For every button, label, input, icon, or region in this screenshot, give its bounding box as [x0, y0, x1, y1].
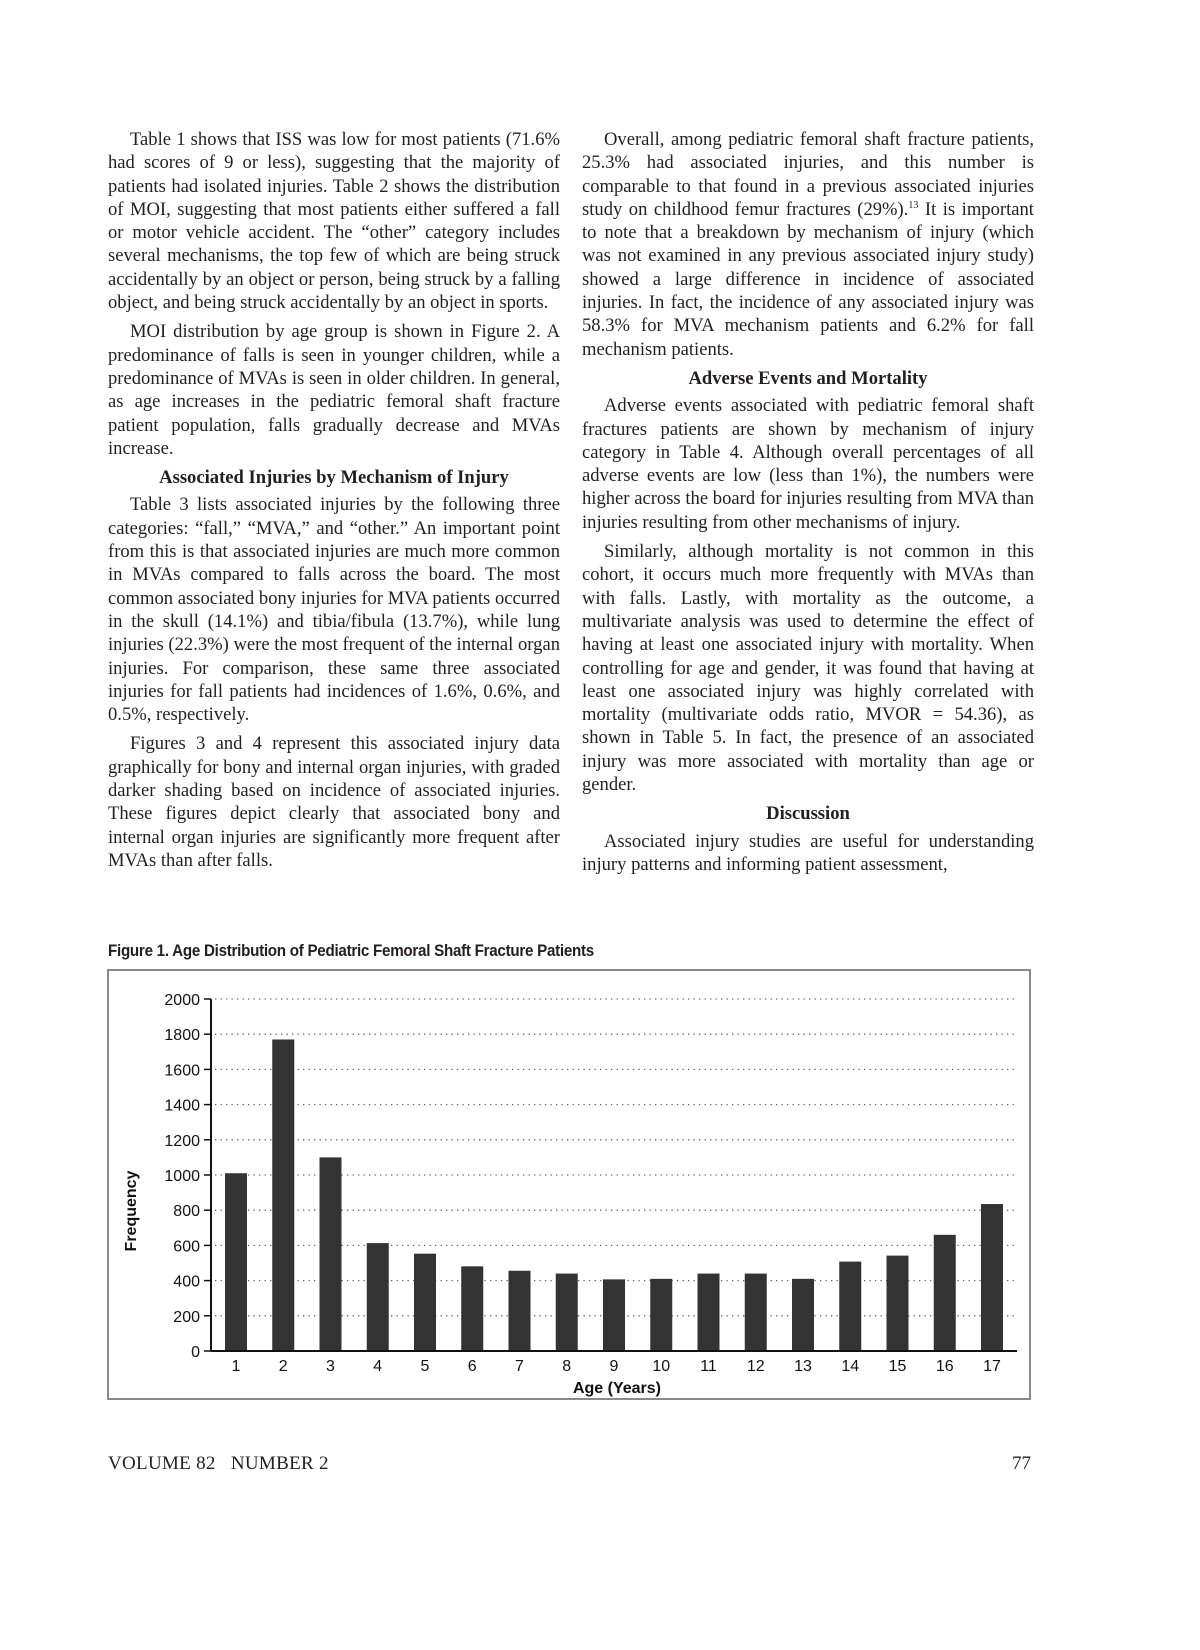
bar-age-2	[272, 1039, 294, 1351]
paragraph-text: Overall, among pediatric femoral shaft fracture patients, 25.3% had associated injuries, and this number is comparable to that found in a previous associated injuries study on childhood femur fractures (29%).	[582, 129, 1034, 220]
y-tick-label: 1000	[164, 1168, 200, 1185]
citation-ref: 13	[908, 199, 919, 211]
x-tick-label: 13	[794, 1358, 812, 1375]
y-tick-label: 1600	[164, 1062, 200, 1080]
y-tick-label: 1200	[164, 1132, 200, 1150]
figure-title: Figure 1. Age Distribution of Pediatric Femoral Shaft Fracture Patients	[108, 942, 594, 960]
bar-age-13	[792, 1279, 814, 1351]
x-tick-label: 10	[652, 1358, 671, 1375]
page-number: 77	[1012, 1453, 1031, 1474]
bar-age-7	[509, 1271, 531, 1351]
paragraph: Figures 3 and 4 represent this associated injury data graphically for bony and internal organ injuries, with graded darker shading based on incidence of associated injuries. These figures depict clearly that associated bony and internal organ injuries are significantly more frequent after MVAs than after falls.	[108, 733, 560, 871]
x-tick-label: 5	[420, 1358, 430, 1375]
x-tick-label: 12	[746, 1358, 765, 1375]
x-tick-label: 3	[326, 1358, 335, 1375]
y-tick-label: 0	[191, 1344, 200, 1361]
paragraph: Table 3 lists associated injuries by the following three categories: “fall,” “MVA,” and “other.” An important point from this is that associated injuries are much more common in MVAs compared to falls across the board. The most common associated bony injuries for MVA patients occurred in the skull (14.1%) and tibia/fibula (13.7%), while lung injuries (22.3%) were the most frequent of the internal organ injuries. For comparison, these same three associated injuries for fall patients had incidences of 1.6%, 0.6%, and 0.5%, respectively.	[108, 494, 560, 726]
paragraph	[582, 128, 1034, 361]
bar-age-5	[414, 1254, 436, 1351]
bar-age-4	[367, 1243, 389, 1351]
paragraph: MOI distribution by age group is shown in Figure 2. A predominance of falls is seen in younger children, while a predominance of MVAs is seen in older children. In general, as age increases in the pediatric femoral shaft fracture patient population, falls gradually decrease and MVAs increase.	[108, 321, 560, 459]
y-tick-label: 2000	[164, 992, 200, 1009]
bar-age-16	[934, 1235, 956, 1351]
bar-age-1	[225, 1173, 247, 1351]
x-tick-label: 9	[609, 1358, 619, 1375]
x-tick-label: 17	[983, 1358, 1001, 1375]
x-tick-label: 15	[888, 1358, 907, 1375]
section-heading: Associated Injuries by Mechanism of Injury	[159, 467, 509, 489]
x-tick-label: 8	[562, 1358, 572, 1375]
left-column	[108, 128, 560, 878]
paragraph: Similarly, although mortality is not common in this cohort, it occurs much more frequently with MVAs than with falls. Lastly, with mortality as the outcome, a multivariate analysis was used to determine the effect of having at least one associated injury with mortality. When controlling for age and gender, it was found that having at least one associated injury was highly correlated with mortality (multivariate odds ratio, MVOR = 54.36), as shown in Table 5. In fact, the presence of an associated injury was more associated with mortality than age or gender.	[582, 541, 1034, 796]
x-tick-label: 14	[841, 1358, 860, 1375]
y-tick-label: 600	[173, 1238, 200, 1256]
journal-volume: VOLUME 82 NUMBER 2	[108, 1453, 329, 1474]
bar-age-14	[839, 1262, 861, 1351]
paragraph-text: It is important to note that a breakdown by mechanism of injury (which was not examined in any previous associated injury study) showed a large difference in incidence of associated injuries. In fact, the incidence of any associated injury was 58.3% for MVA mechanism patients and 6.2% for fall mechanism patients.	[582, 198, 1034, 360]
bar-age-11	[698, 1274, 720, 1351]
bar-age-17	[981, 1204, 1003, 1351]
x-tick-label: 11	[700, 1358, 717, 1375]
bar-age-6	[461, 1266, 483, 1351]
section-heading: Discussion	[766, 803, 850, 825]
x-tick-label: 4	[373, 1358, 383, 1375]
bar-age-10	[650, 1279, 672, 1351]
x-tick-label: 6	[467, 1358, 477, 1375]
x-tick-label: 7	[515, 1358, 524, 1375]
figure-frame	[107, 969, 1031, 1400]
y-tick-label: 200	[173, 1308, 200, 1326]
bar-chart	[109, 971, 1031, 1400]
y-tick-label: 800	[173, 1203, 200, 1221]
bar-age-9	[603, 1279, 625, 1351]
paragraph: Table 1 shows that ISS was low for most patients (71.6% had scores of 9 or less), suggesting that the majority of patients had isolated injuries. Table 2 shows the distribution of MOI, suggesting that most patients either suffered a fall or motor vehicle accident. The “other” category includes several mechanisms, the top few of which are being struck accidentally by an object or person, being struck by a falling object, and being struck accidentally by an object in sports.	[108, 129, 560, 314]
x-tick-label: 1	[231, 1358, 241, 1375]
y-tick-label: 1800	[164, 1027, 200, 1045]
section-heading: Adverse Events and Mortality	[688, 367, 928, 389]
bar-age-3	[320, 1157, 342, 1351]
y-axis-title: Frequency	[123, 1170, 140, 1252]
paragraph: Associated injury studies are useful for understanding injury patterns and informing patient assessment,	[582, 830, 1034, 875]
bar-age-8	[556, 1274, 578, 1351]
y-tick-label: 400	[173, 1273, 200, 1291]
x-tick-label: 16	[935, 1358, 954, 1375]
bar-age-12	[745, 1274, 767, 1351]
y-tick-label: 1400	[164, 1097, 200, 1115]
paragraph: Adverse events associated with pediatric femoral shaft fractures patients are shown by mechanism of injury category in Table 4. Although overall percentages of all adverse events are low (less than 1%), the numbers were higher across the board for injuries resulting from MVA than injuries resulting from other mechanisms of injury.	[582, 395, 1034, 533]
x-axis-title: Age (Years)	[572, 1380, 662, 1397]
right-column	[582, 128, 1034, 882]
bar-age-15	[887, 1256, 909, 1351]
x-tick-label: 2	[278, 1358, 288, 1375]
